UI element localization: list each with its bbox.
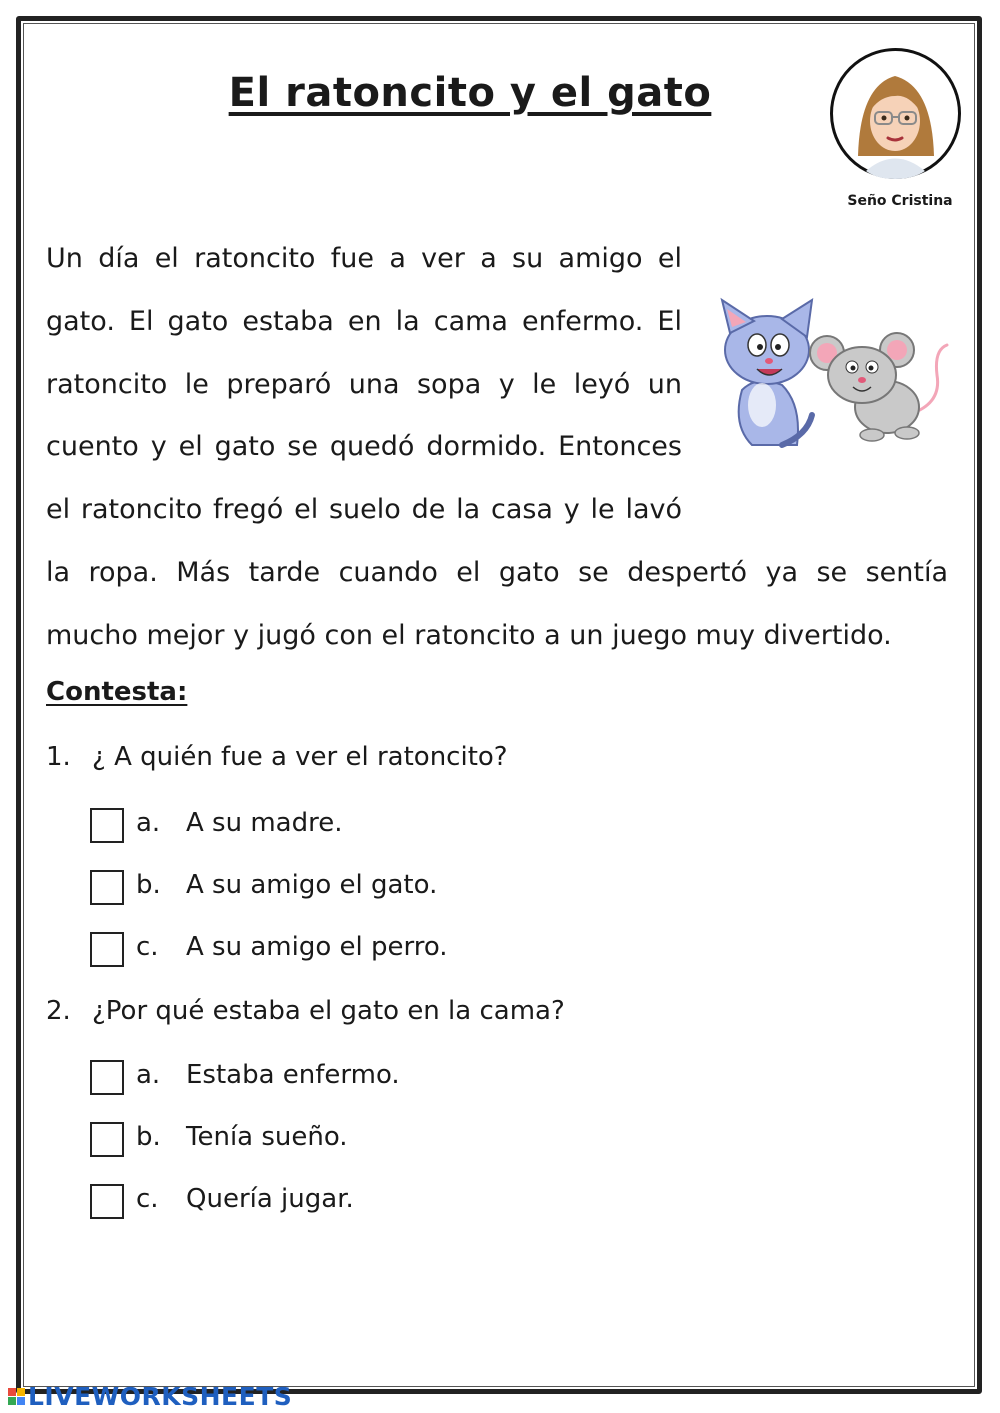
story-line: mucho mejor y jugó con el ratoncito a un juego muy divertido.: [46, 619, 892, 651]
brand-wordmark: LIVEWORKSHEETS: [28, 1381, 293, 1411]
option-text: A su amigo el gato.: [186, 870, 438, 900]
answer-checkbox[interactable]: [90, 870, 124, 905]
answer-checkbox[interactable]: [90, 932, 124, 967]
story-line: la ropa. Más tarde cuando el gato se despertó ya se sentía: [46, 556, 948, 588]
teacher-avatar: [828, 46, 963, 181]
story-line: gato. El gato estaba en la cama enfermo. El: [46, 305, 682, 337]
worksheet-title: El ratoncito y el gato: [228, 70, 712, 116]
question-2: [46, 996, 565, 1026]
option-letter: c.: [136, 1184, 159, 1214]
answer-checkbox[interactable]: [90, 1184, 124, 1219]
option-text: A su madre.: [186, 808, 343, 838]
question-number: 2.: [46, 996, 71, 1026]
story-line: cuento y el gato se quedó dormido. Entonces: [46, 431, 682, 463]
option-letter: a.: [136, 808, 161, 838]
story-line: Un día el ratoncito fue a ver a su amigo el: [46, 243, 682, 274]
answer-checkbox[interactable]: [90, 808, 124, 843]
logo-grid-icon: [8, 1388, 25, 1405]
option-text: Quería jugar.: [186, 1184, 354, 1214]
option-letter: a.: [136, 1060, 161, 1090]
answer-checkbox[interactable]: [90, 1060, 124, 1095]
teacher-avatar-icon: [828, 46, 963, 181]
cat-icon: [722, 300, 812, 445]
story-line: el ratoncito fregó el suelo de la casa y le lavó: [46, 494, 682, 526]
questions-heading: Contesta:: [46, 677, 188, 707]
liveworksheets-logo[interactable]: [8, 1382, 292, 1410]
question-1: [46, 742, 508, 772]
option-text: Estaba enfermo.: [186, 1060, 400, 1090]
teacher-name: Seño Cristina: [847, 193, 953, 209]
story-line: ratoncito le preparó una sopa y le leyó un: [46, 368, 682, 400]
option-letter: c.: [136, 932, 159, 962]
option-text: A su amigo el perro.: [186, 932, 448, 962]
option-text: Tenía sueño.: [186, 1122, 348, 1152]
answer-checkbox[interactable]: [90, 1122, 124, 1157]
option-letter: b.: [136, 870, 161, 900]
option-letter: b.: [136, 1122, 161, 1152]
question-text: ¿ A quién fue a ver el ratoncito?: [92, 742, 508, 772]
mouse-icon: [810, 333, 947, 441]
question-number: 1.: [46, 742, 71, 772]
question-text: ¿Por qué estaba el gato en la cama?: [92, 996, 565, 1026]
cat-and-mouse-illustration: [712, 295, 952, 455]
